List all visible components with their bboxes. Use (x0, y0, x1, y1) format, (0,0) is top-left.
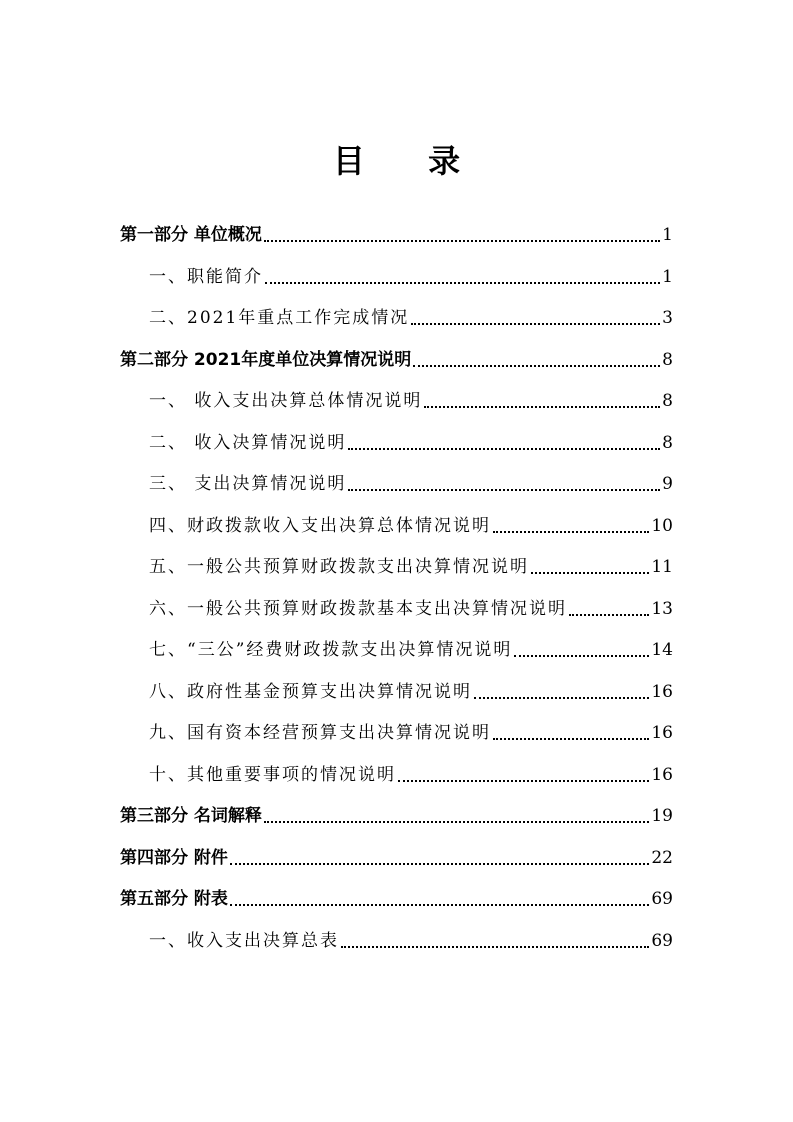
toc-entry-page: 22 (651, 847, 673, 868)
dot-leader (493, 738, 649, 740)
toc-entry[interactable] (120, 426, 673, 460)
dot-leader (411, 323, 660, 325)
toc-entry[interactable] (120, 467, 673, 501)
toc-entry-page: 8 (662, 391, 673, 411)
toc-entry-page: 14 (651, 640, 673, 660)
toc-entry-page: 9 (662, 474, 673, 494)
dot-leader (264, 821, 649, 823)
toc-entry-page: 11 (651, 557, 673, 577)
toc-entry-label: 五、一般公共预算财政拨款支出决算情况说明 (149, 557, 529, 577)
toc-entry-page: 3 (662, 308, 673, 328)
toc-entry-page: 10 (651, 515, 673, 536)
toc-entry-label: 一、职能简介 (149, 266, 263, 287)
toc-entry-label: 四、财政拨款收入支出决算总体情况说明 (149, 515, 491, 536)
toc-entry[interactable] (120, 882, 673, 916)
toc-entry-page: 19 (651, 806, 673, 826)
toc-entry-page: 8 (662, 432, 673, 453)
toc-entry[interactable] (120, 550, 673, 584)
dot-leader (514, 655, 649, 657)
dot-leader (493, 531, 649, 533)
toc-entry-page: 8 (662, 349, 673, 370)
toc-entry-label: 七、“三公”经费财政拨款支出决算情况说明 (149, 640, 513, 660)
toc-entry-label: 六、一般公共预算财政拨款基本支出决算情况说明 (149, 598, 567, 619)
toc-entry[interactable] (120, 384, 673, 418)
dot-leader (341, 946, 649, 948)
toc-entry-page: 69 (651, 889, 673, 909)
toc-entry[interactable] (120, 841, 673, 875)
toc-entry[interactable] (120, 758, 673, 792)
toc-entry-page: 16 (651, 764, 673, 785)
toc-entry-label: 第三部分 名词解释 (120, 806, 262, 826)
toc-entry[interactable] (120, 343, 673, 377)
toc-entry-label: 第一部分 单位概况 (120, 225, 262, 245)
toc-entry[interactable] (120, 675, 673, 709)
toc-entry-page: 13 (651, 598, 673, 619)
toc-entry-label: 十、其他重要事项的情况说明 (149, 764, 396, 785)
toc-entry-label: 第四部分 附件 (120, 847, 228, 868)
dot-leader (230, 904, 649, 906)
toc-entry[interactable] (120, 301, 673, 335)
toc-entry[interactable] (120, 260, 673, 294)
page-title: 目 录 (332, 142, 487, 180)
toc-entry[interactable] (120, 799, 673, 833)
toc-entry-label: 八、政府性基金预算支出决算情况说明 (149, 681, 472, 702)
toc-entry-label: 一、收入支出决算总表 (149, 930, 339, 951)
dot-leader (569, 614, 649, 616)
dot-leader (398, 780, 649, 782)
dot-leader (424, 406, 660, 408)
toc-entry[interactable] (120, 924, 673, 958)
dot-leader (348, 489, 660, 491)
toc-entry[interactable] (120, 716, 673, 750)
toc-entry[interactable] (120, 592, 673, 626)
toc-entry-page: 1 (662, 225, 673, 245)
toc-entry-page: 16 (651, 681, 673, 702)
toc-entry-label: 二、2021年重点工作完成情况 (149, 308, 410, 328)
toc-entry-page: 69 (651, 930, 673, 951)
table-of-contents (120, 218, 673, 965)
dot-leader (348, 448, 660, 450)
dot-leader (474, 697, 649, 699)
toc-entry-page: 1 (662, 266, 673, 287)
dot-leader (230, 863, 649, 865)
toc-entry-label: 第二部分 2021年度单位决算情况说明 (120, 349, 412, 370)
toc-entry-label: 二、 收入决算情况说明 (149, 432, 347, 453)
toc-entry-page: 16 (651, 723, 673, 743)
dot-leader (531, 572, 649, 574)
toc-entry[interactable] (120, 509, 673, 543)
dot-leader (413, 365, 660, 367)
toc-entry-label: 第五部分 附表 (120, 889, 228, 909)
toc-entry[interactable] (120, 633, 673, 667)
toc-entry-label: 一、 收入支出决算总体情况说明 (149, 391, 423, 411)
dot-leader (265, 282, 660, 284)
toc-entry-label: 九、国有资本经营预算支出决算情况说明 (149, 723, 491, 743)
toc-entry[interactable] (120, 218, 673, 252)
dot-leader (264, 240, 660, 242)
toc-entry-label: 三、 支出决算情况说明 (149, 474, 347, 494)
